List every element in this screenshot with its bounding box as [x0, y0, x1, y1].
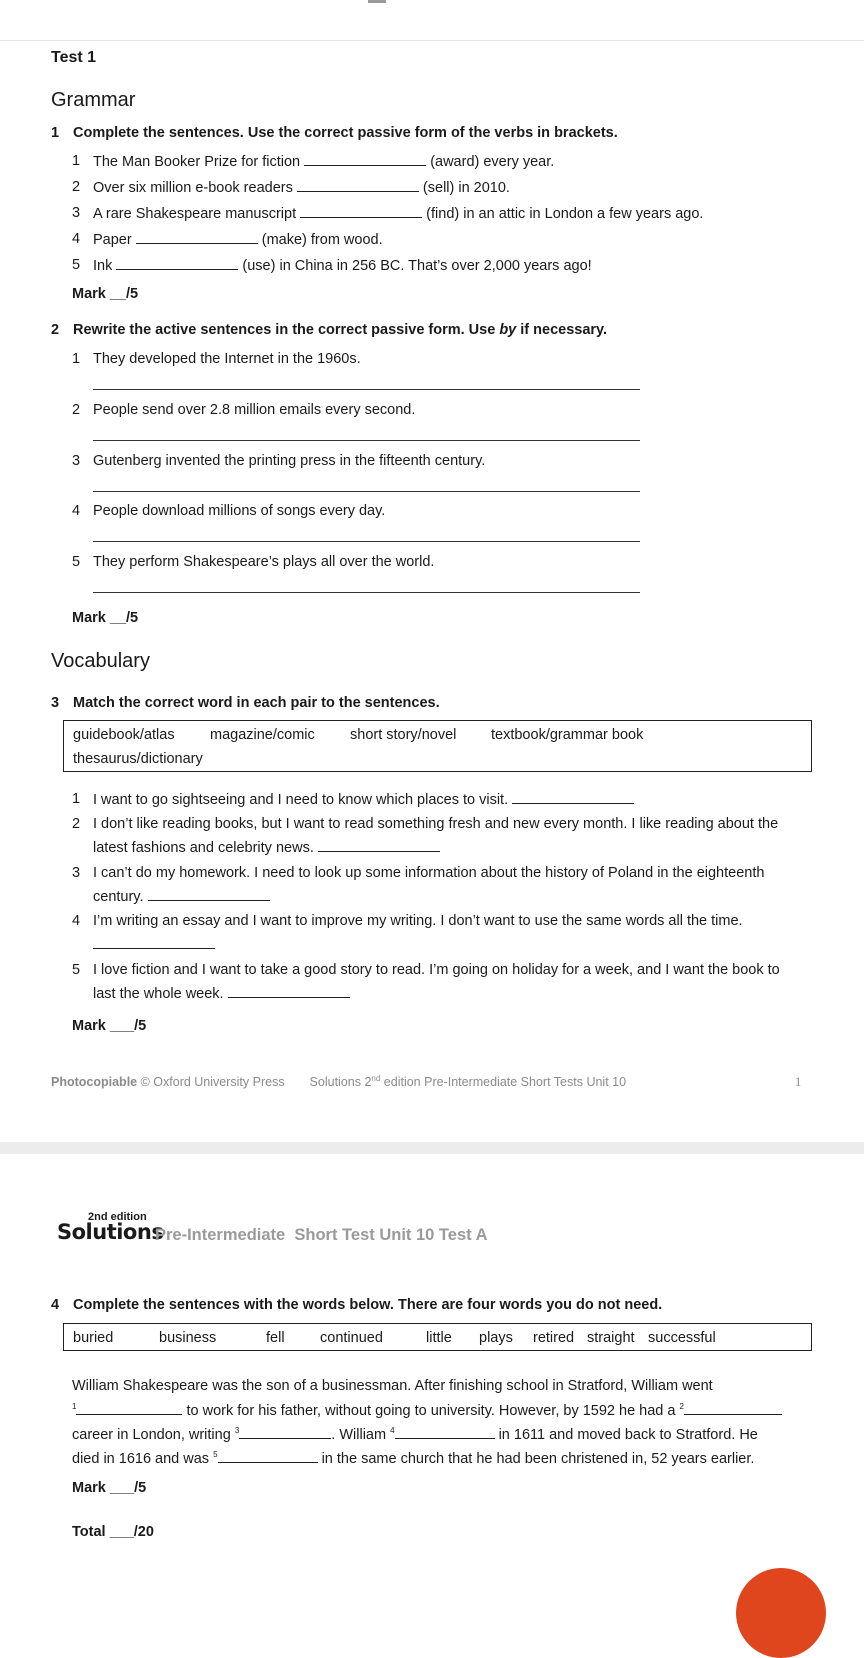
item-text: People download millions of songs every day.: [93, 503, 386, 519]
word-option: straight: [587, 1330, 635, 1346]
answer-blank[interactable]: [512, 791, 634, 804]
page-footer: Photocopiable © Oxford University Press Solutions 2nd edition Pre-Intermediate Short Tests Unit 10: [51, 1074, 627, 1090]
word-option: magazine/comic: [210, 727, 315, 743]
page-number: 1: [795, 1075, 802, 1089]
answer-blank[interactable]: [318, 839, 440, 852]
scroll-indicator: [368, 0, 386, 3]
grammar-heading: Grammar: [51, 89, 136, 111]
item-text: The Man Booker Prize for fiction (award) every year.: [93, 154, 555, 170]
item-number: 1: [72, 351, 81, 367]
word-option: short story/novel: [350, 727, 457, 743]
item-number: 2: [72, 179, 81, 195]
gap-4-blank[interactable]: [395, 1426, 495, 1439]
word-option: plays: [479, 1330, 513, 1346]
item-number: 3: [72, 865, 81, 881]
word-option: retired: [533, 1330, 575, 1346]
item-text: They perform Shakespeare’s plays all over the world.: [93, 554, 435, 570]
exercise-2-mark: Mark __/5: [72, 610, 139, 626]
item-number: 2: [72, 816, 81, 832]
item-number: 5: [72, 962, 81, 978]
item-text: They developed the Internet in the 1960s.: [93, 351, 361, 367]
item-number: 2: [72, 402, 81, 418]
gap-3-blank[interactable]: [239, 1426, 331, 1439]
test-title: Test 1: [51, 49, 97, 66]
item-number: 4: [72, 231, 81, 247]
gap-5-blank[interactable]: [218, 1450, 318, 1463]
page-separator: [0, 1142, 864, 1154]
item-text: I can’t do my homework. I need to look up some information about the history of Poland in the eighteenth century.: [93, 865, 765, 905]
total-score: Total ___/20: [72, 1524, 154, 1540]
item-text: I’m writing an essay and I want to improve my writing. I don’t want to use the same words all the time.: [93, 909, 743, 957]
exercise-4-word-box: [63, 1323, 812, 1351]
word-option: guidebook/atlas: [73, 727, 175, 743]
item-number: 3: [72, 453, 81, 469]
item-text: Over six million e-book readers (sell) in 2010.: [93, 180, 510, 196]
answer-blank[interactable]: [300, 205, 422, 218]
page-2-subtitle: Pre-Intermediate Short Test Unit 10 Test A: [155, 1226, 488, 1244]
exercise-4-mark: Mark ___/5: [72, 1480, 147, 1496]
gap-1-blank[interactable]: [76, 1402, 182, 1415]
app-action-button[interactable]: [736, 1568, 826, 1658]
item-text: I love fiction and I want to take a good story to read. I’m going on holiday for a week, and I want the book to last the whole week.: [93, 962, 780, 1002]
word-option: little: [426, 1330, 452, 1346]
item-number: 3: [72, 205, 81, 221]
answer-blank[interactable]: [93, 936, 215, 949]
item-text: Gutenberg invented the printing press in the fifteenth century.: [93, 453, 486, 469]
item-number: 5: [72, 554, 81, 570]
gap-2-blank[interactable]: [684, 1402, 782, 1415]
item-number: 5: [72, 257, 81, 273]
answer-line[interactable]: [93, 592, 640, 593]
vocabulary-heading: Vocabulary: [51, 650, 150, 672]
exercise-3-mark: Mark ___/5: [72, 1018, 147, 1034]
exercise-2-instruction: 2 Rewrite the active sentences in the correct passive form. Use by if necessary.: [51, 322, 608, 338]
exercise-1-mark: Mark __/5: [72, 286, 139, 302]
answer-blank[interactable]: [228, 985, 350, 998]
word-option: thesaurus/dictionary: [73, 751, 203, 767]
exercise-3-word-box: [63, 720, 812, 772]
item-text: I want to go sightseeing and I need to know which places to visit.: [93, 791, 634, 808]
item-text: Paper (make) from wood.: [93, 232, 383, 248]
item-text: I don’t like reading books, but I want to read something fresh and new every month. I like reading about the latest fashions and celebrity news.: [93, 816, 779, 856]
exercise-4-paragraph-line-4: died in 1616 and was $^5$ in the same church that he had been christened in, 52 years earlier.: [72, 1450, 755, 1467]
edition-label: 2nd edition: [88, 1211, 147, 1223]
exercise-1-instruction: 1 Complete the sentences. Use the correct passive form of the verbs in brackets.: [51, 125, 618, 141]
exercise-3-instruction: 3 Match the correct word in each pair to the sentences.: [51, 695, 440, 711]
word-option: textbook/grammar book: [491, 727, 644, 743]
answer-blank[interactable]: [116, 257, 238, 270]
word-option: continued: [320, 1330, 383, 1346]
answer-blank[interactable]: [136, 231, 258, 244]
word-option: business: [159, 1330, 217, 1346]
answer-line[interactable]: [93, 440, 640, 441]
exercise-4-paragraph-line-3: career in London, writing $^3$ . William $^4$ in 1611 and moved back to Stratford. He: [72, 1426, 758, 1443]
word-option: buried: [73, 1330, 114, 1346]
word-option: successful: [648, 1330, 716, 1346]
top-strip: [0, 0, 864, 41]
answer-blank[interactable]: [304, 153, 426, 166]
answer-line[interactable]: [93, 491, 640, 492]
word-option: fell: [266, 1330, 285, 1346]
item-number: 1: [72, 153, 81, 169]
solutions-logo: Solutions: [57, 1220, 164, 1244]
answer-blank[interactable]: [148, 888, 270, 901]
answer-line[interactable]: [93, 389, 640, 390]
item-number: 1: [72, 791, 81, 807]
item-number: 4: [72, 913, 81, 929]
item-text: Ink (use) in China in 256 BC. That’s over 2,000 years ago!: [93, 258, 592, 274]
exercise-4-paragraph-line-2: $^1$ to work for his father, without going to university. However, by 1592 he had a $^2$: [72, 1402, 782, 1419]
item-number: 4: [72, 503, 81, 519]
item-text: A rare Shakespeare manuscript (find) in an attic in London a few years ago.: [93, 206, 704, 222]
answer-blank[interactable]: [297, 179, 419, 192]
exercise-4-instruction: 4 Complete the sentences with the words below. There are four words you do not need.: [51, 1297, 663, 1313]
item-text: People send over 2.8 million emails every second.: [93, 402, 416, 418]
answer-line[interactable]: [93, 541, 640, 542]
exercise-4-paragraph-line-1: William Shakespeare was the son of a businessman. After finishing school in Stratford, William went: [72, 1378, 713, 1394]
